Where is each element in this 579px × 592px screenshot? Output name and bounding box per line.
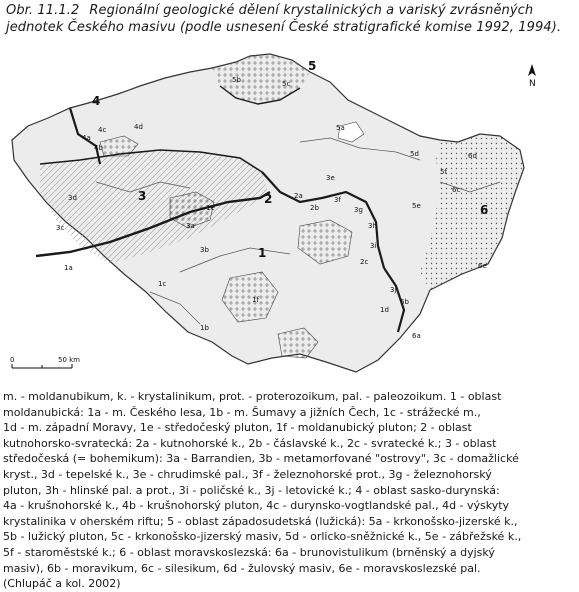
- sub-label-4a: 4a: [82, 134, 91, 142]
- scale-zero: 0: [10, 356, 15, 364]
- legend-line: kutnohorsko-svratecká: 2a - kutnohorské k., 2b - čáslavské k., 2c - svratecké k.; 3 - oblast: [3, 436, 497, 450]
- sub-label-1f: 1f: [252, 296, 259, 304]
- scale-bar: [10, 356, 80, 368]
- sub-label-6e: 6e: [478, 262, 487, 270]
- figure-number: Obr. 11.1.2: [6, 3, 80, 18]
- legend-line: masiv), 6b - moravikum, 6c - silesikum, 6d - žulovský masiv, 6e - moravskoslezské pal.: [3, 561, 481, 575]
- north-label: N: [529, 79, 536, 89]
- sub-label-1b: 1b: [200, 324, 209, 332]
- sub-label-5c: 5c: [282, 80, 291, 88]
- region-label-3: 3: [138, 189, 147, 203]
- sub-label-3d: 3d: [68, 194, 77, 202]
- sub-label-3i: 3i: [370, 242, 377, 250]
- region-label-6: 6: [480, 203, 489, 217]
- map-legend: [3, 389, 577, 592]
- sub-label-5b: 5b: [232, 76, 241, 84]
- sub-label-3c: 3c: [56, 224, 65, 232]
- sub-label-5a: 5a: [336, 124, 345, 132]
- legend-line: 4a - krušnohorské k., 4b - krušnohorský pluton, 4c - durynsko-vogtlandské pal., 4d - výskyty: [3, 499, 510, 513]
- figure-caption: [6, 2, 572, 36]
- sub-label-2c: 2c: [360, 258, 369, 266]
- legend-line: středočeská (= bohemikum): 3a - Barrandien, 3b - metamorfované "ostrovy", 3c - domažlické: [3, 452, 519, 466]
- sub-label-3b: 3b: [200, 246, 209, 254]
- sub-label-2b: 2b: [310, 204, 319, 212]
- region-label-2: 2: [264, 192, 273, 206]
- scale-end: 50 km: [58, 356, 81, 364]
- sub-label-3h: 3h: [368, 222, 377, 230]
- region-label-1: 1: [258, 246, 267, 260]
- sub-label-1a: 1a: [64, 264, 73, 272]
- legend-line: moldanubická: 1a - m. Českého lesa, 1b - m. Šumavy a jižních Čech, 1c - strážecké m.,: [3, 405, 481, 419]
- legend-source: (Chlupáč a kol. 2002): [3, 577, 121, 591]
- legend-line: pluton, 3h - hlinské pal. a prot., 3i - poličské k., 3j - letovické k.; 4 - oblast sasko-durynská:: [3, 483, 500, 497]
- legend-line: krystalinika v oherském riftu; 5 - oblast západosudetská (lužická): 5a - krkonošsko-jizerské k.,: [3, 514, 518, 528]
- legend-line: 5f - staroměstské k.; 6 - oblast moravskoslezská: 6a - brunovistulikum (brněnský a dyjský: [3, 545, 495, 559]
- north-arrow-icon: [528, 64, 536, 89]
- sub-label-2a: 2a: [294, 192, 303, 200]
- legend-line: 1d - m. západní Moravy, 1e - středočeský pluton, 1f - moldanubický pluton; 2 - oblast: [3, 421, 472, 435]
- sub-label-3j: 3j: [390, 286, 397, 294]
- sub-label-6b: 6b: [400, 298, 409, 306]
- sub-label-6c: 6c: [452, 186, 461, 194]
- region-label-4: 4: [92, 94, 101, 108]
- sub-label-1c: 1c: [158, 280, 167, 288]
- sub-label-1d: 1d: [380, 306, 389, 314]
- sub-label-5e: 5e: [412, 202, 421, 210]
- sub-label-6d: 6d: [468, 152, 477, 160]
- region-label-5: 5: [308, 59, 317, 73]
- sub-label-4d: 4d: [134, 123, 143, 131]
- geological-map: [0, 42, 579, 382]
- sub-label-6a: 6a: [412, 332, 421, 340]
- sub-label-4c: 4c: [98, 126, 107, 134]
- sub-label-3f: 3f: [334, 196, 341, 204]
- legend-line: 5b - lužický pluton, 5c - krkonošsko-jizerský masiv, 5d - orlicko-sněžnické k., 5e - zábřežské k.,: [3, 530, 522, 544]
- sub-label-4b: 4b: [94, 144, 103, 152]
- sub-label-5f: 5f: [440, 168, 447, 176]
- caption-line-1: [6, 2, 572, 19]
- legend-line: kryst., 3d - tepelské k., 3e - chrudimské pal., 3f - železnohorské prot., 3g - železnohorský: [3, 467, 492, 481]
- caption-title-part-1: Regionální geologické dělení krystalinických a variský zvrásněných: [89, 3, 534, 18]
- sub-label-3a: 3a: [186, 222, 195, 230]
- sub-label-1e: 1e: [206, 204, 215, 212]
- sub-label-5d: 5d: [410, 150, 419, 158]
- legend-line: m. - moldanubikum, k. - krystalinikum, prot. - proterozoikum, pal. - paleozoikum. 1 - oblast: [3, 390, 502, 403]
- sub-label-3e: 3e: [326, 174, 335, 182]
- sub-label-3g: 3g: [354, 206, 363, 214]
- caption-line-2: jednotek Českého masivu (podle usnesení České stratigrafické komise 1992, 1994).: [6, 20, 562, 35]
